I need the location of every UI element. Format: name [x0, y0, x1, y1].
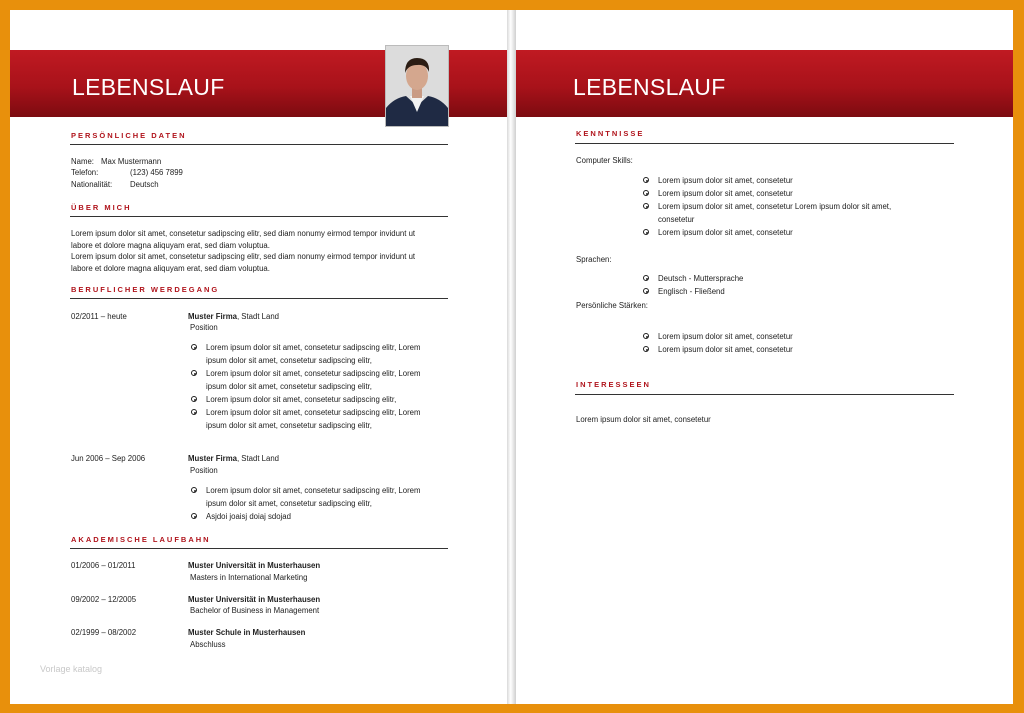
circle-bullet-icon [643, 333, 649, 339]
section-divider [70, 216, 448, 217]
bullet-line: ipsum dolor sit amet, consetetur sadipscing elitr, [206, 421, 372, 430]
section-heading-academic: AKADEMISCHE LAUFBAHN [71, 535, 211, 544]
bullet-line: Lorem ipsum dolor sit amet, consetetur sadipscing elitr, Lorem [206, 408, 421, 417]
circle-bullet-icon [643, 177, 649, 183]
circle-bullet-icon [191, 344, 197, 350]
circle-bullet-icon [643, 190, 649, 196]
job-position: Position [190, 323, 218, 332]
interests-text: Lorem ipsum dolor sit amet, consetetur [576, 415, 711, 424]
computer-skills-label: Computer Skills: [576, 156, 633, 165]
phone-value: (123) 456 7899 [130, 168, 183, 177]
job-position: Position [190, 466, 218, 475]
bullet-line: ipsum dolor sit amet, consetetur sadipscing elitr, [206, 499, 372, 508]
bullet-line: Lorem ipsum dolor sit amet, consetetur Lorem ipsum dolor sit amet, [658, 202, 892, 211]
academic-date: 09/2002 – 12/2005 [71, 595, 137, 604]
circle-bullet-icon [643, 229, 649, 235]
academic-school: Muster Universität in Musterhausen [188, 595, 321, 604]
bullet-line: Lorem ipsum dolor sit amet, consetetur [658, 228, 793, 237]
about-line: labore et dolore magna aliquyam erat, sed diam voluptua. [71, 240, 270, 250]
section-divider [70, 298, 448, 299]
section-heading-interests: INTERESSEEN [576, 380, 651, 389]
circle-bullet-icon [643, 346, 649, 352]
phone-label: Telefon: [71, 168, 99, 177]
academic-degree: Abschluss [190, 640, 226, 649]
section-divider [575, 394, 954, 395]
resume-page-2 [516, 10, 1013, 704]
page-title: LEBENSLAUF [573, 74, 726, 100]
circle-bullet-icon [643, 288, 649, 294]
circle-bullet-icon [191, 370, 197, 376]
bullet-line: ipsum dolor sit amet, consetetur sadipscing elitr, [206, 382, 372, 391]
circle-bullet-icon [191, 396, 197, 402]
profile-photo [385, 45, 449, 127]
section-heading-about: ÜBER MICH [71, 203, 132, 212]
bullet-line: Englisch - Fließend [658, 287, 725, 296]
bullet-line: Deutsch - Muttersprache [658, 274, 744, 283]
nationality-value: Deutsch [130, 180, 159, 189]
section-divider [575, 143, 954, 144]
job-company-line [188, 312, 279, 321]
job-company: Muster Firma [188, 312, 237, 321]
watermark: Vorlage katalog [40, 664, 103, 674]
bullet-line: Lorem ipsum dolor sit amet, consetetur [658, 176, 793, 185]
job-location: , Stadt Land [236, 454, 280, 463]
bullet-line: Lorem ipsum dolor sit amet, consetetur [658, 332, 793, 341]
bullet-line: Lorem ipsum dolor sit amet, consetetur [658, 345, 793, 354]
bullet-line: Lorem ipsum dolor sit amet, consetetur sadipscing elitr, Lorem [206, 486, 421, 495]
about-text [71, 228, 451, 274]
bullet-line: Lorem ipsum dolor sit amet, consetetur sadipscing elitr, [206, 395, 397, 404]
bullet-line: Lorem ipsum dolor sit amet, consetetur sadipscing elitr, Lorem [206, 369, 421, 378]
section-heading-personal: PERSÖNLICHE DATEN [71, 131, 187, 140]
strengths-label: Persönliche Stärken: [576, 301, 648, 310]
job-date: 02/2011 – heute [71, 312, 127, 321]
circle-bullet-icon [191, 487, 197, 493]
job-company: Muster Firma [188, 454, 237, 463]
circle-bullet-icon [191, 513, 197, 519]
bullet-line: Asjdoi joaisj doiaj sdojad [206, 512, 291, 521]
bullet-line: ipsum dolor sit amet, consetetur sadipscing elitr, [206, 356, 372, 365]
name-value: Max Mustermann [101, 157, 162, 166]
academic-date: 01/2006 – 01/2011 [71, 561, 136, 570]
nationality-label: Nationalität: [71, 180, 113, 189]
section-heading-skills: KENNTNISSE [576, 129, 645, 138]
about-line: labore et dolore magna aliquyam erat, sed diam voluptua. [71, 263, 270, 273]
page-gutter [507, 10, 516, 704]
section-divider [70, 548, 448, 549]
circle-bullet-icon [191, 409, 197, 415]
section-heading-career: BERUFLICHER WERDEGANG [71, 285, 220, 294]
job-location: , Stadt Land [236, 312, 280, 321]
resume-page-1 [10, 10, 507, 704]
bullet-line: Lorem ipsum dolor sit amet, consetetur sadipscing elitr, Lorem [206, 343, 421, 352]
bullet-line: consetetur [658, 215, 695, 224]
section-divider [70, 144, 448, 145]
name-label: Name: [71, 157, 94, 166]
academic-degree: Masters in International Marketing [190, 573, 308, 582]
academic-school: Muster Schule in Musterhausen [188, 628, 306, 637]
about-line: Lorem ipsum dolor sit amet, consetetur sadipscing elitr, sed diam nonumy eirmod tempor invidunt ut [71, 229, 416, 238]
page-title: LEBENSLAUF [72, 74, 225, 100]
academic-degree: Bachelor of Business in Management [190, 606, 320, 615]
academic-school: Muster Universität in Musterhausen [188, 561, 321, 570]
languages-label: Sprachen: [576, 255, 612, 264]
bullet-line: Lorem ipsum dolor sit amet, consetetur [658, 189, 793, 198]
circle-bullet-icon [643, 275, 649, 281]
about-line: Lorem ipsum dolor sit amet, consetetur sadipscing elitr, sed diam nonumy eirmod tempor invidunt ut [71, 252, 416, 261]
circle-bullet-icon [643, 203, 649, 209]
academic-date: 02/1999 – 08/2002 [71, 628, 137, 637]
job-company-line [188, 454, 279, 463]
job-date: Jun 2006 – Sep 2006 [71, 454, 146, 463]
